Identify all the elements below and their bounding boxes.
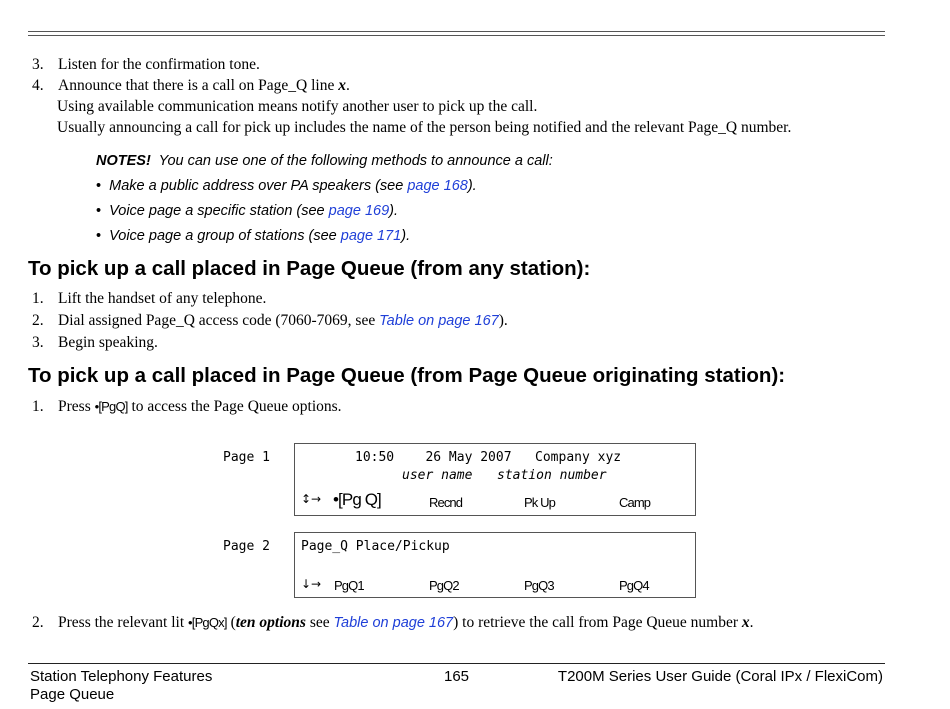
scroll-arrow-icon: ↕→ bbox=[301, 492, 322, 506]
note-item bbox=[96, 203, 398, 219]
step-3 bbox=[32, 56, 260, 74]
step-text: Dial assigned Page_Q access code (7060-7069, see bbox=[58, 312, 380, 329]
display-page-2-label: Page 2 bbox=[223, 539, 270, 554]
pgq-key: •[PgQ] bbox=[94, 399, 128, 414]
section1-step-1 bbox=[32, 290, 266, 308]
section1-step-2 bbox=[32, 312, 508, 330]
notes-intro bbox=[96, 153, 553, 169]
status-line: 10:50 26 May 2007 Company xyz bbox=[355, 450, 622, 465]
note-text-end: ). bbox=[401, 228, 411, 244]
softkey-camp[interactable]: Camp bbox=[619, 495, 651, 510]
softkey-pkup[interactable]: Pk Up bbox=[524, 495, 555, 510]
down-arrow-icon: ↓→ bbox=[301, 577, 322, 591]
header-rule-bottom bbox=[28, 35, 885, 36]
header-rule-top bbox=[28, 31, 885, 32]
step-number: 4. bbox=[32, 77, 44, 94]
note-item bbox=[96, 178, 477, 194]
softkey-pgq3[interactable]: PgQ3 bbox=[524, 578, 554, 593]
step-text-end: . bbox=[749, 614, 754, 631]
step-text: Lift the handset of any telephone. bbox=[58, 290, 267, 307]
step-number: 2. bbox=[32, 614, 44, 631]
step-number: 1. bbox=[32, 290, 44, 307]
note-text: Voice page a group of stations (see bbox=[109, 228, 341, 244]
page-171-link[interactable]: page 171 bbox=[340, 228, 402, 244]
step-text-after: ) to retrieve the call from Page Queue number bbox=[453, 614, 742, 631]
section2-step-1 bbox=[32, 398, 342, 416]
queue-variable: x bbox=[741, 614, 750, 631]
softkey-recnd[interactable]: Recnd bbox=[429, 495, 463, 510]
section-heading-any-station: To pick up a call placed in Page Queue (from any station): bbox=[28, 257, 591, 280]
note-item bbox=[96, 228, 410, 244]
step-text-mid: see bbox=[305, 614, 334, 631]
step-text: Begin speaking. bbox=[58, 334, 158, 351]
step-text-end: ). bbox=[498, 312, 508, 329]
page-168-link[interactable]: page 168 bbox=[407, 178, 468, 194]
footer-guide-title: T200M Series User Guide (Coral IPx / FlexiCom) bbox=[557, 668, 883, 685]
display-page-1-label: Page 1 bbox=[223, 450, 270, 465]
note-text: Make a public address over PA speakers (see bbox=[109, 178, 408, 194]
step-text-end: . bbox=[345, 77, 350, 94]
table-page-167-link[interactable]: Table on page 167 bbox=[379, 313, 499, 329]
station-number: station number bbox=[497, 468, 607, 483]
display-page-1 bbox=[294, 443, 696, 516]
bullet: • bbox=[96, 203, 102, 219]
pgqx-key: •[PgQx] bbox=[188, 615, 227, 630]
footer-chapter: Station Telephony Features bbox=[30, 668, 213, 685]
display-page-2 bbox=[294, 532, 696, 598]
section2-step-2 bbox=[32, 614, 754, 632]
notes-text: You can use one of the following methods to announce a call: bbox=[158, 153, 553, 169]
softkey-pgq4[interactable]: PgQ4 bbox=[619, 578, 649, 593]
note-text-end: ). bbox=[389, 203, 398, 219]
footer-rule bbox=[28, 663, 885, 664]
footer-page-number: 165 bbox=[444, 668, 470, 685]
paren-open: ( bbox=[226, 614, 236, 631]
ten-options-emphasis: ten options bbox=[235, 614, 306, 631]
step-number: 2. bbox=[32, 312, 44, 329]
step-text-end: to access the Page Queue options. bbox=[127, 398, 342, 415]
section1-step-3 bbox=[32, 334, 158, 352]
step-4 bbox=[32, 77, 350, 95]
bullet: • bbox=[96, 178, 102, 194]
step-text: Press bbox=[58, 398, 95, 415]
pgq-main-key[interactable]: •[Pg Q] bbox=[333, 490, 381, 509]
line-variable: x bbox=[338, 77, 346, 94]
bullet: • bbox=[96, 228, 102, 244]
table-page-167-link[interactable]: Table on page 167 bbox=[333, 615, 454, 631]
page-169-link[interactable]: page 169 bbox=[328, 203, 390, 219]
step-text: Listen for the confirmation tone. bbox=[58, 56, 260, 73]
user-name: user name bbox=[402, 468, 473, 483]
step-number: 3. bbox=[32, 56, 44, 73]
note-text-end: ). bbox=[467, 178, 477, 194]
page-q-title: Page_Q Place/Pickup bbox=[301, 539, 450, 554]
step-number: 1. bbox=[32, 398, 44, 415]
softkey-pgq2[interactable]: PgQ2 bbox=[429, 578, 459, 593]
step-text: Announce that there is a call on Page_Q line bbox=[58, 77, 339, 94]
step-4-detail-2: Usually announcing a call for pick up includes the name of the person being notified and the relevant Page_Q number. bbox=[57, 119, 792, 136]
step-number: 3. bbox=[32, 334, 44, 351]
footer-section: Page Queue bbox=[30, 686, 115, 703]
section-heading-originating-station: To pick up a call placed in Page Queue (from Page Queue originating station): bbox=[28, 364, 786, 387]
note-text: Voice page a specific station (see bbox=[109, 203, 329, 219]
step-4-detail-1: Using available communication means notify another user to pick up the call. bbox=[57, 98, 538, 115]
notes-label: NOTES! bbox=[96, 153, 151, 169]
softkey-pgq1[interactable]: PgQ1 bbox=[334, 578, 364, 593]
step-text: Press the relevant lit bbox=[58, 614, 188, 631]
